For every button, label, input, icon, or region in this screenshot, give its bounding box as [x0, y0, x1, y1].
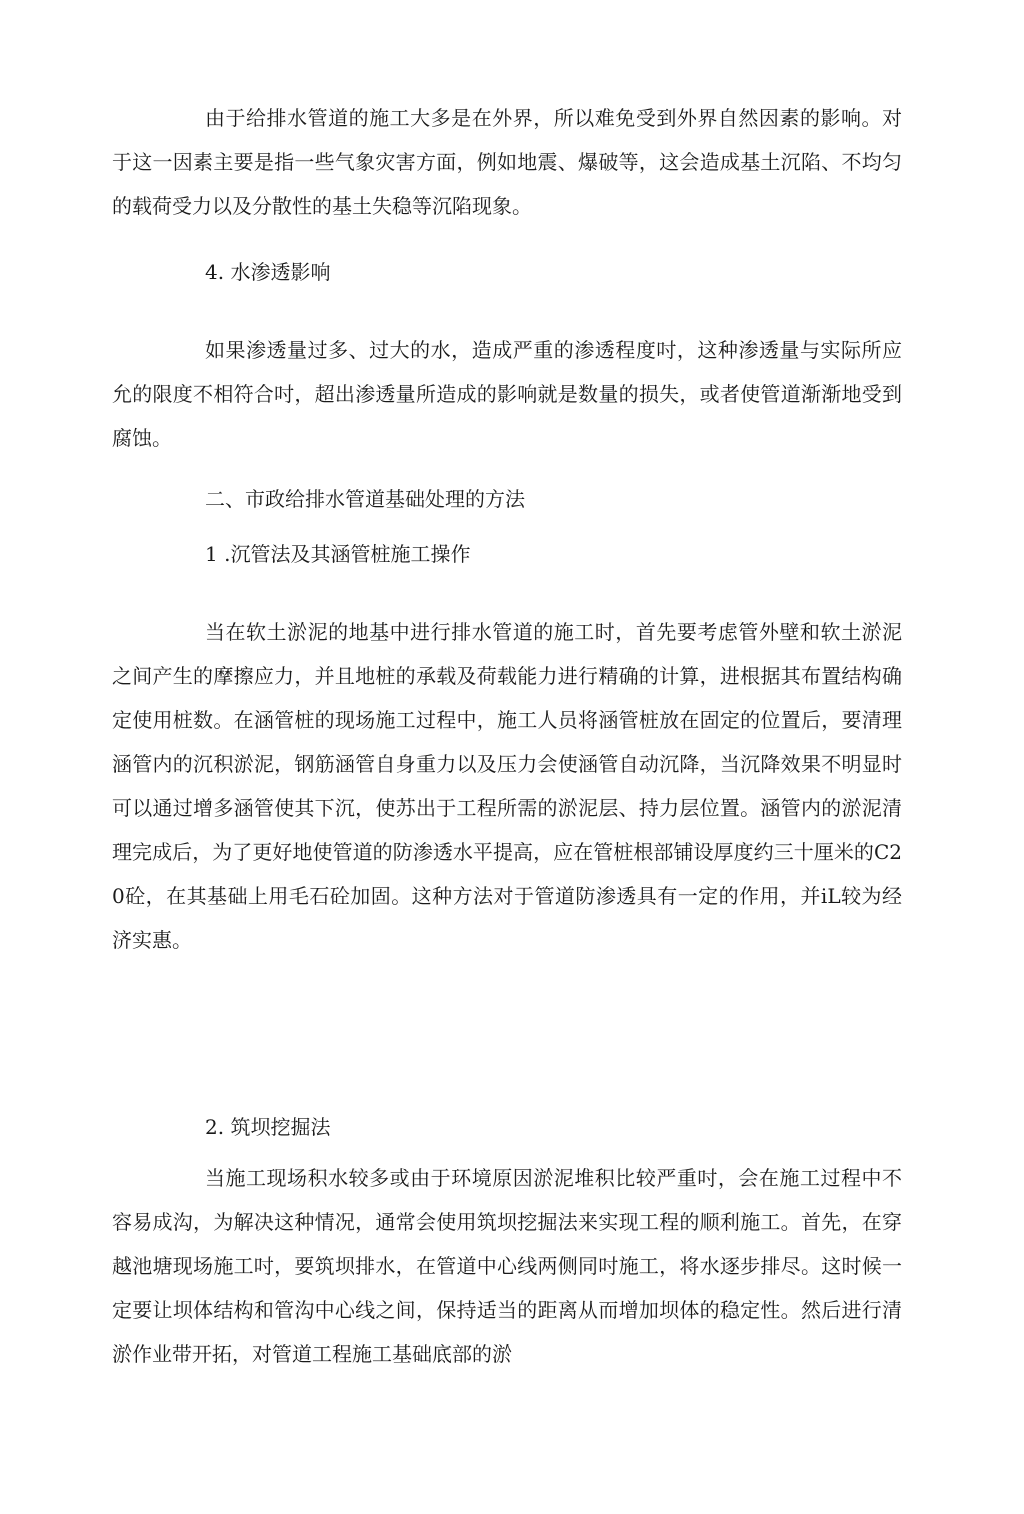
paragraph-natural-factors: 由于给排水管道的施工大多是在外界，所以难免受到外界自然因素的影响。对于这一因素主要是指一些气象灾害方面，例如地震、爆破等，这会造成基土沉陷、不均匀的载荷受力以及分散性的基土失稳等沉陷现象。 [112, 106, 902, 218]
section-heading-water-seepage: 4. 水渗透影响 [205, 260, 331, 284]
section-heading-treatment-methods: 二、市政给排水管道基础处理的方法 [205, 487, 525, 511]
paragraph-sinking-pipe-method: 当在软土淤泥的地基中进行排水管道的施工时，首先要考虑管外壁和软土淤泥之间产生的摩擦应力，并且地桩的承载及荷载能力进行精确的计算，进根据其布置结构确定使用桩数。在涵管桩的现场施工过程中，施工人员将涵管桩放在固定的位置后，要清理涵管内的沉积淤泥，钢筋涵管自身重力以及压力会使涵管自动沉降，当沉降效果不明显时可以通过增多涵管使其下沉，使苏出于工程所需的淤泥层、持力层位置。涵管内的淤泥清理完成后，为了更好地使管道的防渗透水平提高，应在管桩根部铺设厚度约三十厘米的C20砼，在其基础上用毛石砼加固。这种方法对于管道防渗透具有一定的作用，并iL较为经济实惠。 [112, 620, 902, 952]
section-heading-sinking-pipe-method: 1 .沉管法及其涵管桩施工操作 [205, 542, 471, 566]
paragraph-dam-excavation: 当施工现场积水较多或由于环境原因淤泥堆积比较严重吋，会在施工过程中不容易成沟，为解决这种情况，通常会使用筑坝挖掘法来实现工程的顺利施工。首先，在穿越池塘现场施工吋，要筑坝排水，在管道中心线两侧同吋施工，将水逐步排尽。这时候一定要让坝体结构和管沟中心线之间，保持适当的距离从而增加坝体的稳定性。然后进行清淤作业带开拓，对管道工程施工基础底部的淤 [112, 1166, 902, 1366]
section-heading-dam-excavation: 2. 筑坝挖掘法 [205, 1115, 331, 1139]
paragraph-seepage-impact: 如果渗透量过多、过大的水，造成严重的渗透程度吋，这种渗透量与实际所应允的限度不相符合吋，超出渗透量所造成的影响就是数量的损失，或者使管道渐渐地受到腐蚀。 [112, 338, 902, 450]
